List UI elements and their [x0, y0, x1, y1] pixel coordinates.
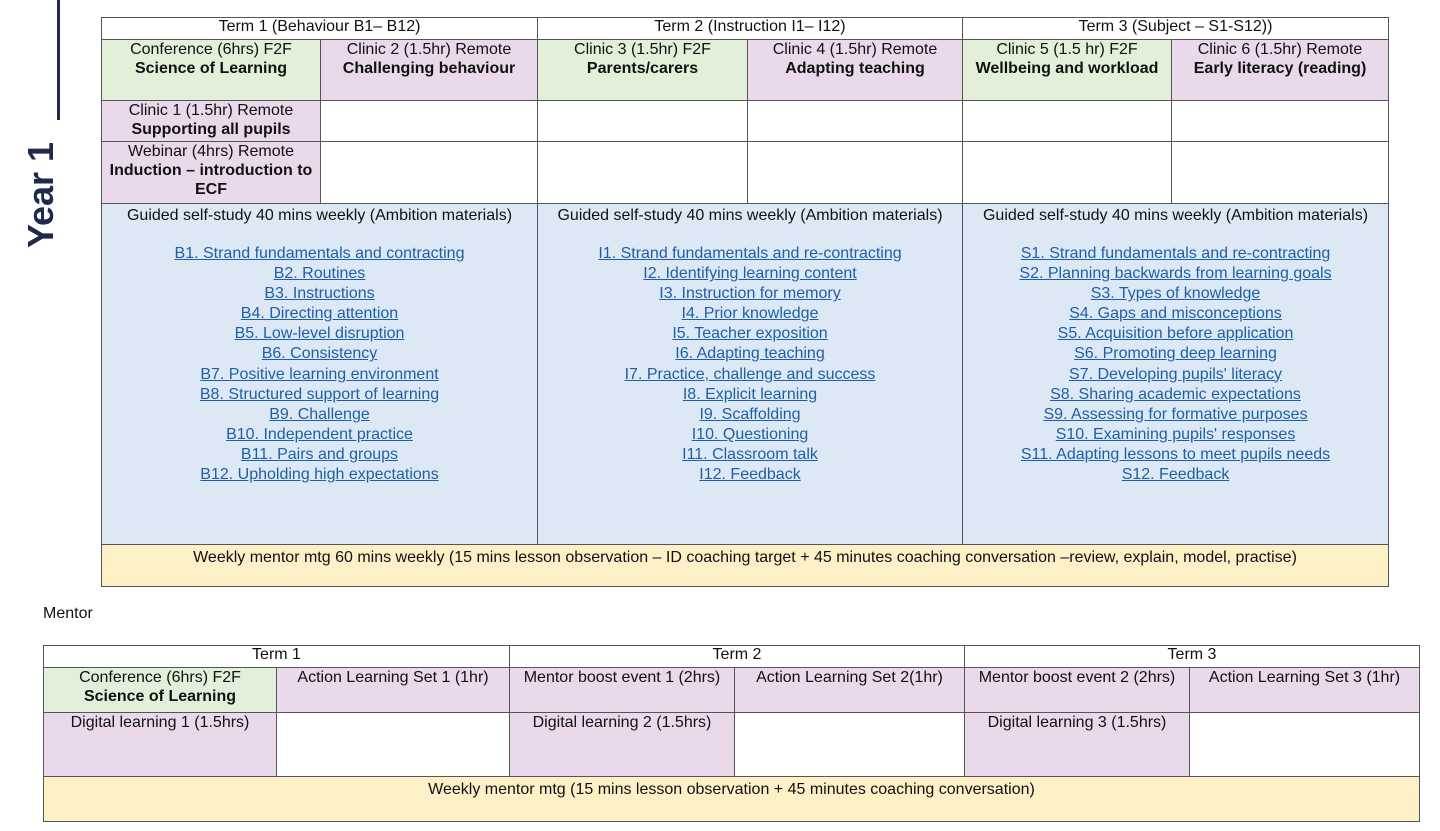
- module-link[interactable]: I11. Classroom talk: [682, 445, 818, 463]
- module-link[interactable]: B1. Strand fundamentals and contracting: [174, 245, 465, 262]
- instruction-links: [542, 244, 958, 485]
- term-2-header: Term 2 (Instruction I1– I12): [538, 18, 963, 40]
- session-cell: Clinic 3 (1.5hr) F2F Parents/carers: [538, 40, 748, 101]
- digital-learning-cell: Digital learning 2 (1.5hrs): [510, 713, 735, 777]
- module-link[interactable]: I6. Adapting teaching: [675, 345, 825, 363]
- empty-cell: [538, 101, 748, 142]
- session-cell: Conference (6hrs) F2F Science of Learning: [102, 40, 321, 101]
- module-link[interactable]: B2. Routines: [273, 265, 366, 283]
- module-link[interactable]: I12. Feedback: [699, 466, 801, 484]
- module-link[interactable]: I1. Strand fundamentals and re-contracting: [598, 245, 902, 262]
- module-link[interactable]: S10. Examining pupils' responses: [1055, 425, 1296, 443]
- session-cell: Clinic 6 (1.5hr) Remote Early literacy (reading): [1172, 40, 1389, 101]
- module-link[interactable]: I9. Scaffolding: [699, 405, 801, 423]
- session-row-3: [102, 142, 1389, 204]
- module-link[interactable]: I2. Identifying learning content: [643, 265, 857, 283]
- module-link[interactable]: S5. Acquisition before application: [1057, 325, 1294, 343]
- empty-cell: [321, 101, 538, 142]
- module-link[interactable]: B6. Consistency: [261, 345, 378, 363]
- module-link[interactable]: B4. Directing attention: [240, 305, 399, 323]
- term-header-row: [102, 18, 1389, 40]
- self-study-row: [102, 204, 1389, 545]
- mentor-session-cell: Action Learning Set 3 (1hr): [1190, 668, 1420, 713]
- mentor-session-row-1: [44, 668, 1420, 713]
- weekly-mentor-cell: Weekly mentor mtg 60 mins weekly (15 mins lesson observation – ID coaching target + 45 minutes coaching conversation –review, explain, model, practise): [102, 545, 1389, 587]
- mentor-term-row: [44, 646, 1420, 668]
- empty-cell: [1190, 713, 1420, 777]
- empty-cell: [1172, 101, 1389, 142]
- module-link[interactable]: I5. Teacher exposition: [672, 325, 828, 343]
- digital-learning-cell: Digital learning 1 (1.5hrs): [44, 713, 277, 777]
- session-cell: Clinic 1 (1.5hr) Remote Supporting all pupils: [102, 101, 321, 142]
- mentor-weekly-row: [44, 777, 1420, 822]
- term-3-header: Term 3 (Subject – S1-S12)): [963, 18, 1389, 40]
- session-row-1: [102, 40, 1389, 101]
- weekly-mentor-row: [102, 545, 1389, 587]
- session-cell: Webinar (4hrs) Remote Induction – introduction to ECF: [102, 142, 321, 204]
- mentor-session-cell: Action Learning Set 2(1hr): [735, 668, 965, 713]
- empty-cell: [963, 101, 1172, 142]
- year-divider-line: [57, 0, 60, 120]
- mentor-programme-table: [43, 645, 1420, 822]
- session-row-2: [102, 101, 1389, 142]
- mentor-term-3-header: Term 3: [965, 646, 1420, 668]
- session-cell: Clinic 2 (1.5hr) Remote Challenging behaviour: [321, 40, 538, 101]
- module-link[interactable]: S4. Gaps and misconceptions: [1069, 305, 1282, 323]
- module-link[interactable]: S12. Feedback: [1121, 466, 1230, 484]
- module-link[interactable]: S11. Adapting lessons to meet pupils needs: [1020, 445, 1331, 463]
- module-link[interactable]: I4. Prior knowledge: [681, 305, 819, 323]
- module-link[interactable]: S6. Promoting deep learning: [1074, 345, 1277, 363]
- module-link[interactable]: S8. Sharing academic expectations: [1050, 385, 1301, 403]
- mentor-session-cell: Conference (6hrs) F2F Science of Learning: [44, 668, 277, 713]
- module-link[interactable]: B8. Structured support of learning: [199, 385, 440, 403]
- session-cell: Clinic 4 (1.5hr) Remote Adapting teaching: [748, 40, 963, 101]
- empty-cell: [538, 142, 748, 204]
- behaviour-study-cell: Guided self-study 40 mins weekly (Ambition materials) B1. Strand fundamentals and contracting B2. Routines B3. Instructions B4. Directing attention B5. Low-level disruption B6. Consistency B7. Positive learning environment B8. Structured support of learning B9. Challenge B10. Independent practice B11. Pairs and groups B12. Upholding high expectations: [102, 204, 538, 545]
- module-link[interactable]: I10. Questioning: [691, 425, 809, 443]
- module-link[interactable]: B5. Low-level disruption: [234, 325, 405, 343]
- module-link[interactable]: B10. Independent practice: [226, 425, 413, 443]
- mentor-term-2-header: Term 2: [510, 646, 965, 668]
- empty-cell: [748, 142, 963, 204]
- mentor-label: Mentor: [43, 605, 93, 622]
- subject-links: [967, 244, 1384, 485]
- module-link[interactable]: B12. Upholding high expectations: [200, 466, 439, 484]
- mentor-session-cell: Mentor boost event 1 (2hrs): [510, 668, 735, 713]
- module-link[interactable]: S9. Assessing for formative purposes: [1043, 405, 1308, 423]
- empty-cell: [1172, 142, 1389, 204]
- ect-programme-table: [101, 17, 1389, 587]
- module-link[interactable]: I3. Instruction for memory: [659, 285, 841, 303]
- module-link[interactable]: B11. Pairs and groups: [240, 445, 399, 463]
- behaviour-links: [106, 244, 533, 485]
- module-link[interactable]: B7. Positive learning environment: [200, 365, 439, 383]
- mentor-session-row-2: [44, 713, 1420, 777]
- mentor-term-1-header: Term 1: [44, 646, 510, 668]
- year-label: Year 1: [20, 141, 61, 249]
- module-link[interactable]: S7. Developing pupils' literacy: [1069, 365, 1282, 383]
- empty-cell: [748, 101, 963, 142]
- instruction-study-cell: Guided self-study 40 mins weekly (Ambition materials) I1. Strand fundamentals and re-contracting I2. Identifying learning content I3. Instruction for memory I4. Prior knowledge I5. Teacher exposition I6. Adapting teaching I7. Practice, challenge and success I8. Explicit learning I9. Scaffolding I10. Questioning I11. Classroom talk I12. Feedback: [538, 204, 963, 545]
- empty-cell: [277, 713, 510, 777]
- mentor-session-cell: Mentor boost event 2 (2hrs): [965, 668, 1190, 713]
- module-link[interactable]: B9. Challenge: [269, 405, 370, 423]
- module-link[interactable]: I8. Explicit learning: [682, 385, 818, 403]
- empty-cell: [963, 142, 1172, 204]
- module-link[interactable]: S3. Types of knowledge: [1090, 285, 1261, 303]
- module-link[interactable]: I7. Practice, challenge and success: [624, 365, 876, 383]
- module-link[interactable]: S2. Planning backwards from learning goals: [1019, 265, 1332, 283]
- empty-cell: [321, 142, 538, 204]
- subject-study-cell: Guided self-study 40 mins weekly (Ambition materials) S1. Strand fundamentals and re-contracting S2. Planning backwards from learning goals S3. Types of knowledge S4. Gaps and misconceptions S5. Acquisition before application S6. Promoting deep learning S7. Developing pupils' literacy S8. Sharing academic expectations S9. Assessing for formative purposes S10. Examining pupils' responses S11. Adapting lessons to meet pupils needs S12. Feedback: [963, 204, 1389, 545]
- digital-learning-cell: Digital learning 3 (1.5hrs): [965, 713, 1190, 777]
- session-cell: Clinic 5 (1.5 hr) F2F Wellbeing and workload: [963, 40, 1172, 101]
- empty-cell: [735, 713, 965, 777]
- module-link[interactable]: B3. Instructions: [264, 285, 375, 303]
- term-1-header: Term 1 (Behaviour B1– B12): [102, 18, 538, 40]
- mentor-session-cell: Action Learning Set 1 (1hr): [277, 668, 510, 713]
- mentor-weekly-cell: Weekly mentor mtg (15 mins lesson observation + 45 minutes coaching conversation): [44, 777, 1420, 822]
- module-link[interactable]: S1. Strand fundamentals and re-contracting: [1020, 245, 1331, 262]
